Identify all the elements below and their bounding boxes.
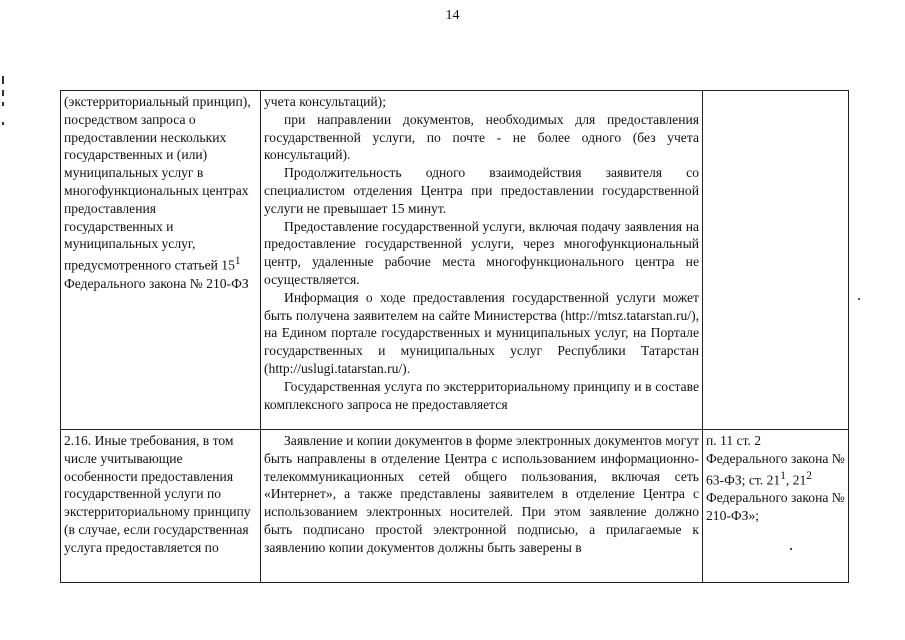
scan-speck (790, 548, 792, 550)
superscript-index: 1 (780, 469, 786, 482)
legal-basis-text: п. 11 ст. 2 Федерального закона № 63-ФЗ; ст. 21 (706, 433, 845, 488)
content-paragraph: при направлении документов, необходимых для предоставления государственной услуги, по почте - не более одного (без учета консультаций). (264, 111, 699, 163)
requirement-name-cell (61, 91, 261, 430)
content-paragraph: Заявление и копии документов в форме электронных документов могут быть направлены в отделение Центра с использованием информационно-телекоммуникационных сетей общего пользования, включая сеть «Интернет», а также представлены заявителем в отделение Центра с использованием электронных носителей. При этом заявление должно быть подписано простой электронной подписью, а прилагаемые к заявлению копии документов должны быть заверены в (264, 433, 699, 555)
margin-binding-marks (2, 76, 8, 136)
table-row (61, 430, 849, 583)
legal-basis-cell (703, 430, 849, 583)
scan-speck (858, 298, 860, 300)
legal-basis-text: , 21 (785, 472, 807, 488)
superscript-index: 2 (806, 469, 812, 482)
requirement-name-text: 2.16. Иные требования, в том числе учитывающие особенности предоставления государственной услуги по экстерриториальному принципу (в случае, если государственная услуга предоставляется по (64, 433, 251, 555)
content-paragraph: Государственная услуга по экстерриториальному принципу и в составе комплексного запроса не предоставляется (264, 378, 699, 412)
requirement-name-text-end: Федерального закона № 210-ФЗ (64, 275, 249, 291)
table-row (61, 91, 849, 430)
superscript-index: 1 (234, 255, 241, 268)
requirement-content-cell (261, 430, 703, 583)
content-paragraph: Продолжительность одного взаимодействия заявителя со специалистом отделения Центра при предоставлении государственной услуги не превышает 15 минут. (264, 165, 699, 216)
requirement-content-cell (261, 91, 703, 430)
page-number: 14 (445, 8, 460, 23)
regulation-table (60, 90, 849, 583)
legal-basis-cell (703, 91, 849, 430)
content-paragraph: Предоставление государственной услуги, включая подачу заявления на предоставление государственной услуги, через многофункциональный центр, удаленные рабочие места многофункционального центра не осуществляется. (264, 218, 699, 287)
content-paragraph: учета консультаций); (264, 94, 386, 109)
requirement-name-text: (экстерриториальный принцип), посредством запроса о предоставлении нескольких государственных и (или) муниципальных услуг в многофункциональных центрах предоставления государственных и муниципальных услуг, предусмотренного статьей 15 (64, 94, 251, 273)
content-paragraph: Информация о ходе предоставления государственной услуги может быть получена заявителем на сайте Министерства (http://mtsz.tatarstan.ru/), на Едином портале государственных и муниципальных услуг, на Портале государственных и муниципальных услуг Республики Татарстан (http://uslugi.tatarstan.ru/). (264, 289, 699, 376)
legal-basis-text: Федерального закона № 210-ФЗ»; (706, 489, 845, 523)
requirement-name-cell (61, 430, 261, 583)
